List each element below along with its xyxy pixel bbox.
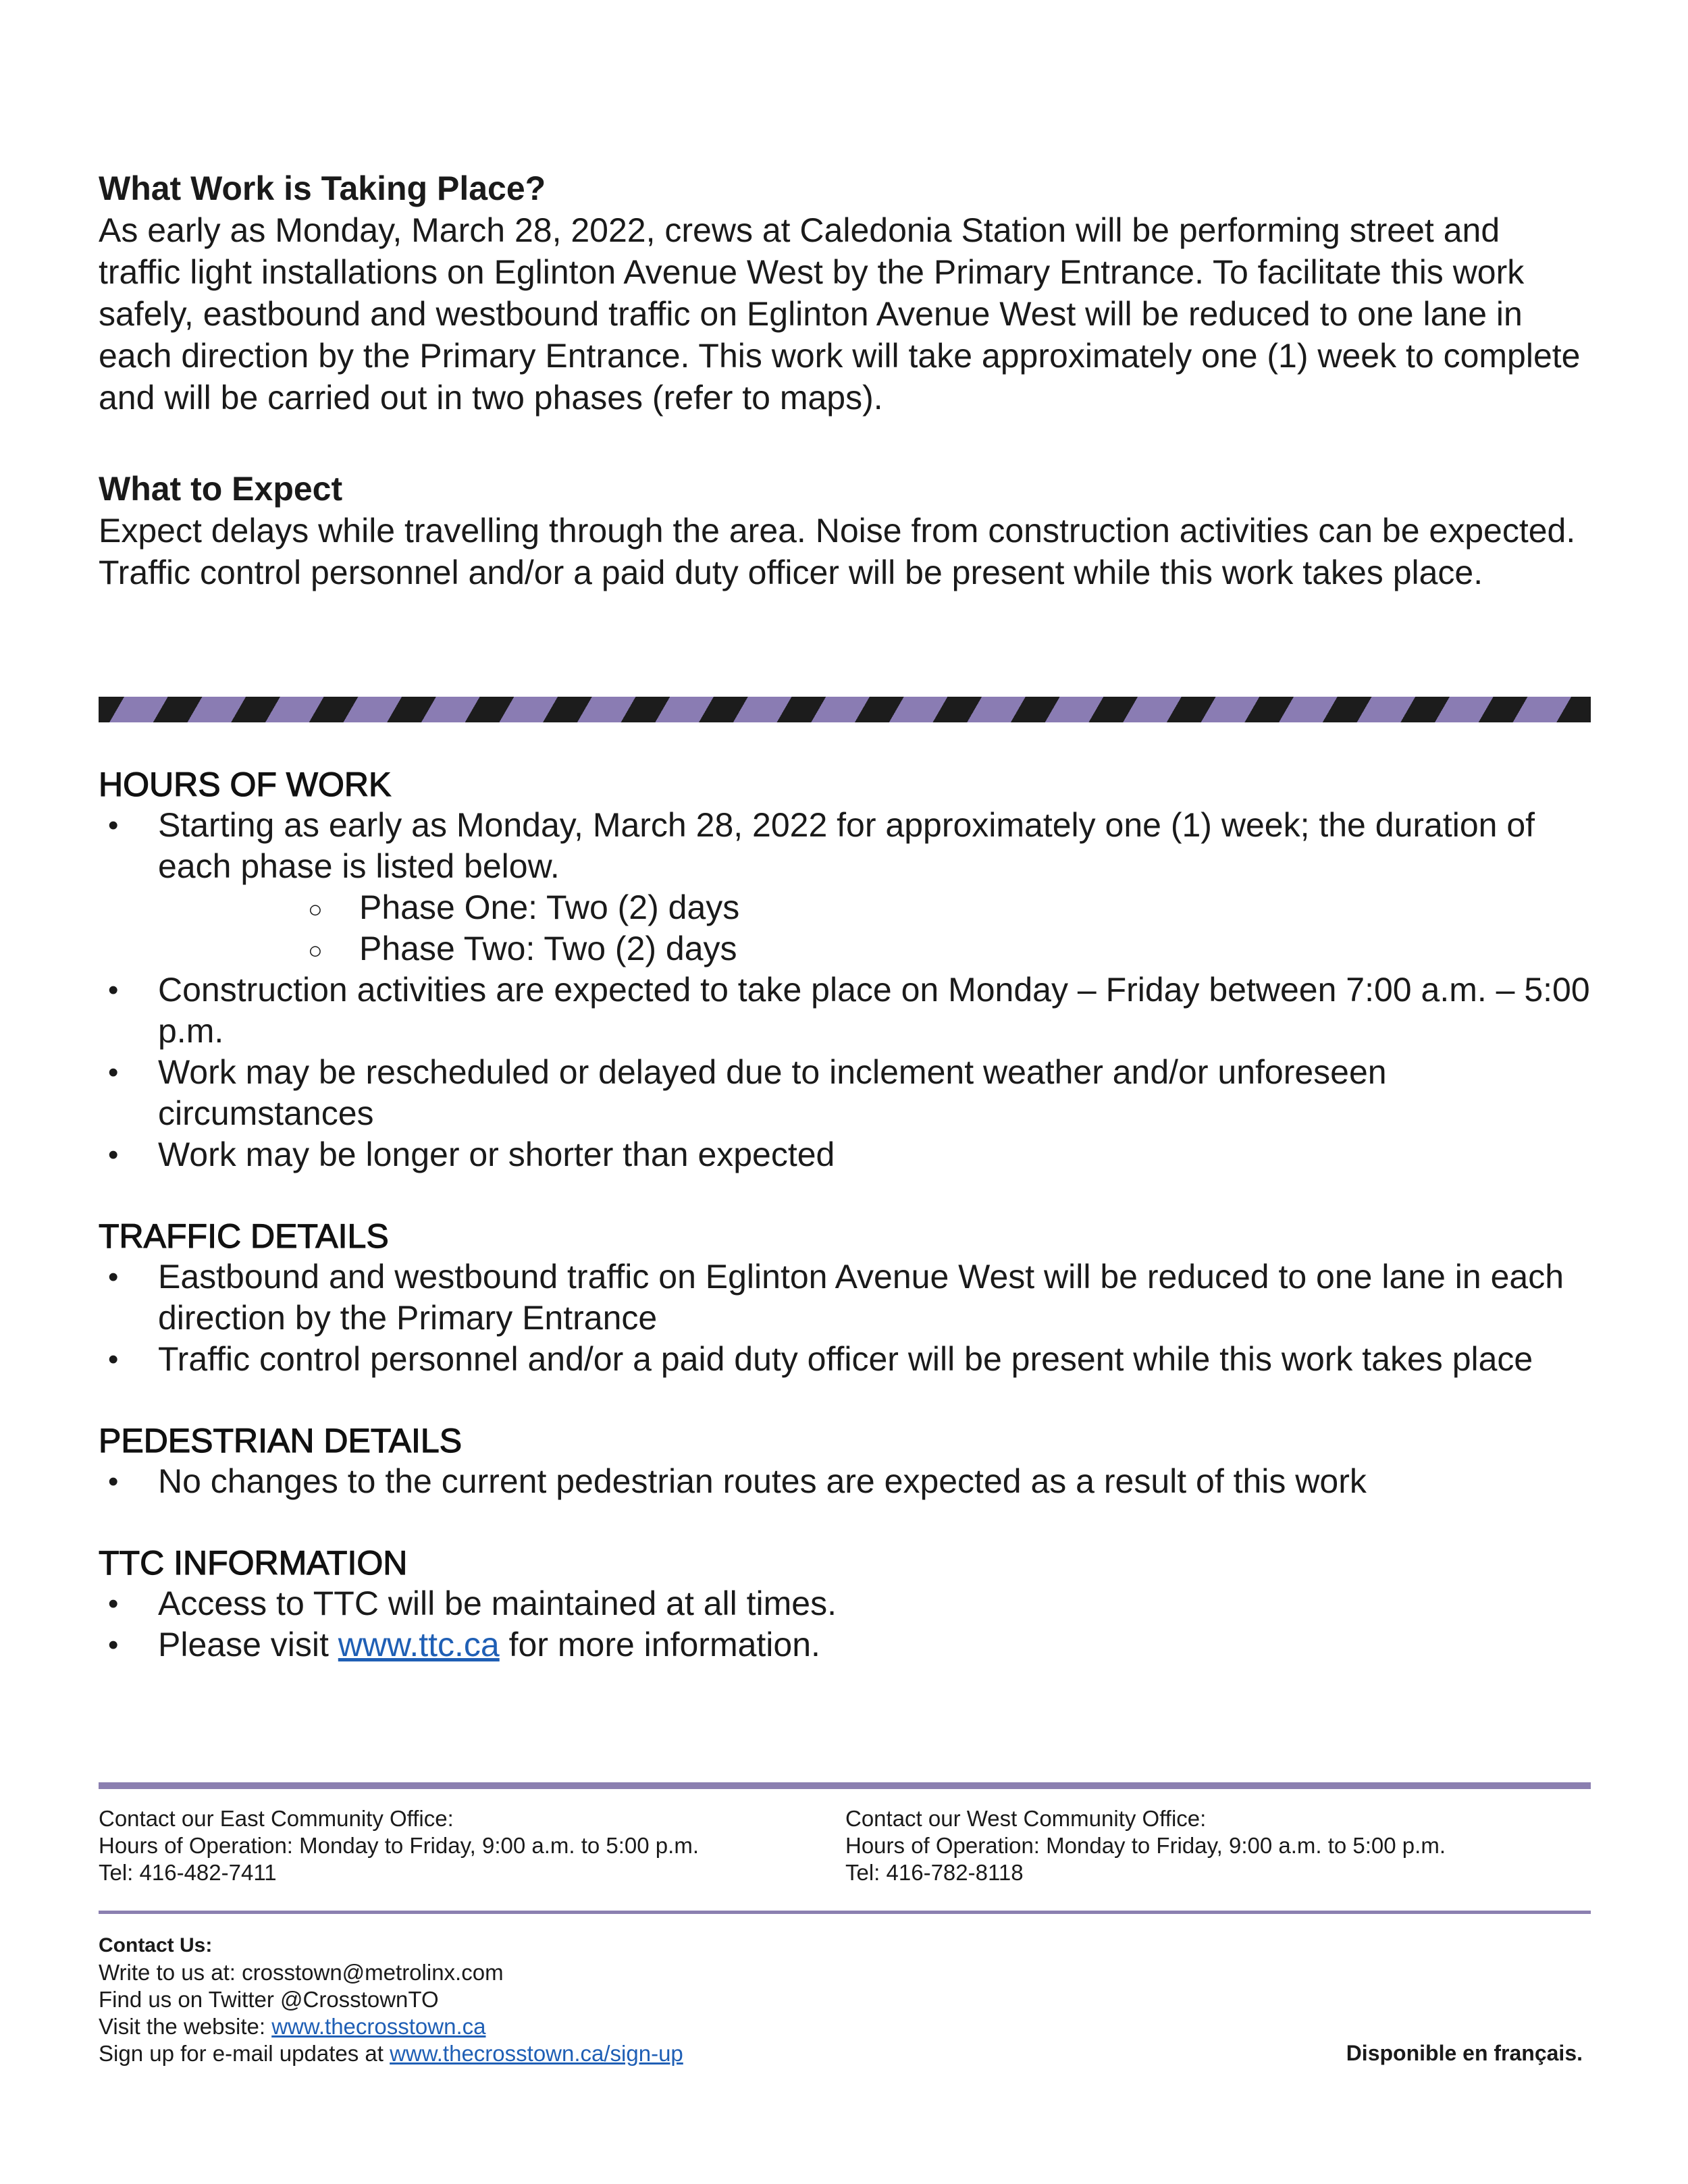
contact-us-label: Contact Us: [99,1934,213,1956]
ttc-visit-suffix: for more information. [499,1626,820,1663]
signup-prefix: Sign up for e-mail updates at [99,2041,390,2066]
website-link[interactable]: www.thecrosstown.ca [271,2014,486,2039]
pedestrian-list [99,1461,1591,1502]
contact-us [99,1932,683,2067]
ttc-visit-prefix: Please visit [158,1626,338,1663]
east-office-tel: Tel: 416-482-7411 [99,1860,277,1885]
pedestrian-section [99,1420,1591,1502]
traffic-section [99,1216,1591,1380]
website-prefix: Visit the website: [99,2014,272,2039]
list-item: • Eastbound and westbound traffic on Eglinton Avenue West will be reduced to one lane in each direction by the Primary Entrance [99,1256,1591,1339]
ttc-list [99,1583,1591,1666]
expect-section [99,468,1591,593]
contact-signup [99,2040,683,2067]
expect-heading: What to Expect [99,470,343,508]
list-item [99,1624,1591,1666]
phase-item: ○ Phase One: Two (2) days [158,887,1591,928]
phase-list [158,887,1591,969]
list-item: • Work may be rescheduled or delayed due to inclement weather and/or unforeseen circumstances [99,1052,1591,1134]
signup-link[interactable]: www.thecrosstown.ca/sign-up [390,2041,683,2066]
list-item: • No changes to the current pedestrian routes are expected as a result of this work [99,1461,1591,1502]
west-office-tel: Tel: 416-782-8118 [845,1860,1024,1885]
ttc-link[interactable]: www.ttc.ca [338,1626,500,1663]
footer-divider-top [99,1782,1591,1789]
traffic-heading: TRAFFIC DETAILS [99,1217,389,1255]
footer-divider-bottom [99,1911,1591,1914]
ttc-heading: TTC INFORMATION [99,1544,408,1582]
list-item: • Access to TTC will be maintained at all times. [99,1583,1591,1624]
west-office-hours: Hours of Operation: Monday to Friday, 9:00 a.m. to 5:00 p.m. [845,1833,1446,1858]
expect-body: Expect delays while travelling through the area. Noise from construction activities can be expected. Traffic control personnel and/or a paid duty officer will be present while this work takes place. [99,512,1576,591]
east-office-hours: Hours of Operation: Monday to Friday, 9:00 a.m. to 5:00 p.m. [99,1833,699,1858]
work-heading: What Work is Taking Place? [99,169,546,207]
list-item: • Traffic control personnel and/or a paid duty officer will be present while this work takes place [99,1339,1591,1380]
list-item [99,805,1591,969]
east-office [99,1805,841,1886]
pedestrian-heading: PEDESTRIAN DETAILS [99,1422,463,1460]
french-availability: Disponible en français. [1346,2041,1583,2065]
list-item: • Construction activities are expected to take place on Monday – Friday between 7:00 a.m. – 5:00 p.m. [99,969,1591,1052]
ttc-section [99,1543,1591,1666]
contact-twitter: Find us on Twitter @CrosstownTO [99,1987,439,2012]
details-lists [99,764,1591,1706]
work-body: As early as Monday, March 28, 2022, crews at Caledonia Station will be performing street and traffic light installations on Eglinton Avenue West by the Primary Entrance. To facilitate this work safely, eastbound and westbound traffic on Eglinton Avenue West will be reduced to one lane in each direction by the Primary Entrance. This work will take approximately one (1) week to complete and will be carried out in two phases (refer to maps). [99,211,1581,417]
hours-section [99,764,1591,1175]
traffic-list [99,1256,1591,1380]
hours-item-start: Starting as early as Monday, March 28, 2022 for approximately one (1) week; the duration of each phase is listed below. [158,806,1535,885]
list-item: • Work may be longer or shorter than expected [99,1134,1591,1175]
contact-email: Write to us at: crosstown@metrolinx.com [99,1960,504,1985]
hazard-stripe-divider [99,697,1591,722]
contact-website [99,2013,683,2040]
west-office [845,1805,1588,1886]
west-office-title: Contact our West Community Office: [845,1806,1207,1831]
hours-heading: HOURS OF WORK [99,766,392,803]
work-section [99,167,1591,419]
hours-list [99,805,1591,1175]
east-office-title: Contact our East Community Office: [99,1806,454,1831]
phase-item: ○ Phase Two: Two (2) days [158,928,1591,969]
